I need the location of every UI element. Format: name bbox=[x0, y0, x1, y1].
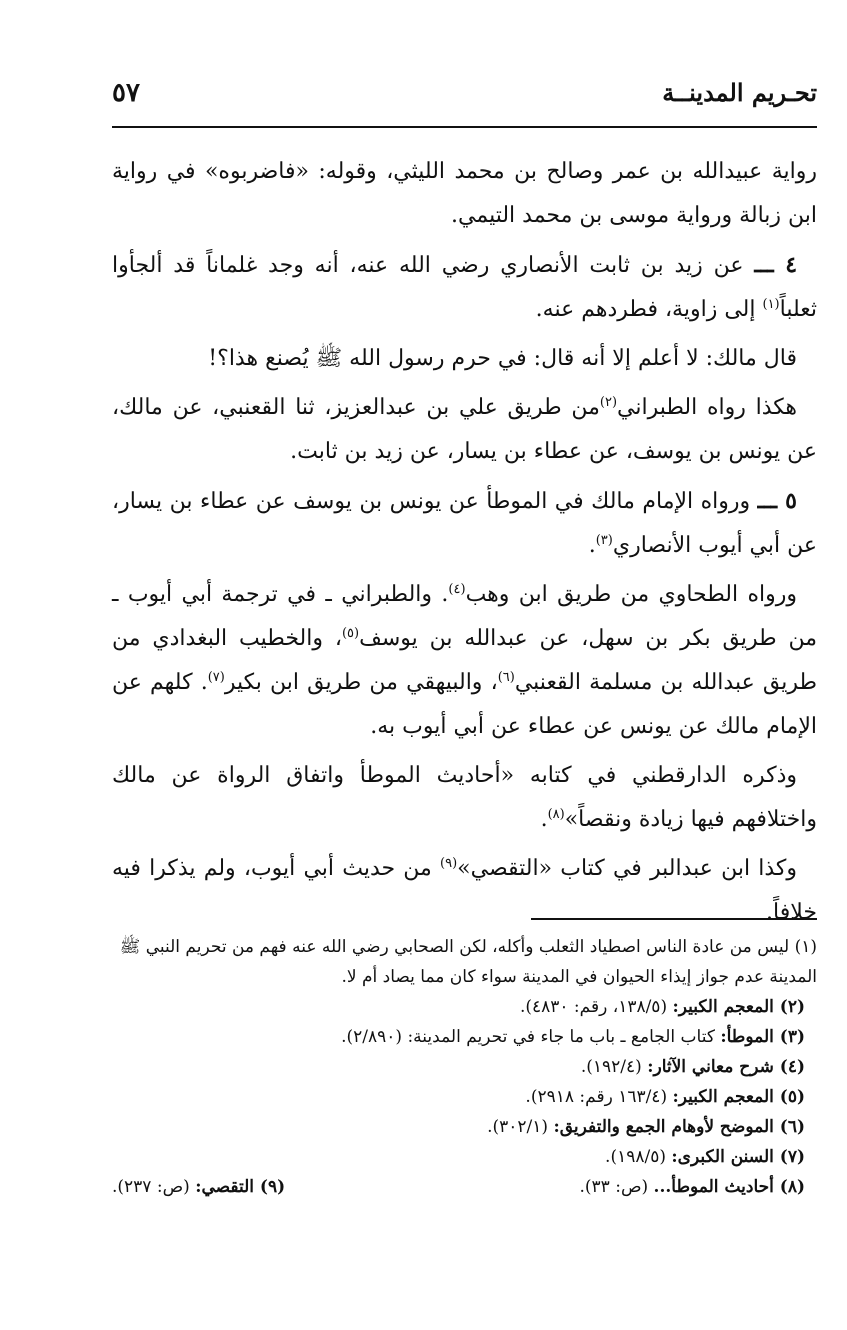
paragraph-2: ٤ ـــ عن زيد بن ثابت الأنصاري رضي الله عنه، أنه وجد غلماناً قد ألجأوا ثعلباً$^{(١)}$ إلى زاوية، فطردهم عنه. bbox=[112, 252, 817, 322]
footnote-ref: (١) bbox=[762, 297, 780, 312]
paragraph-6: ورواه الطحاوي من طريق ابن وهب$^{(٤)}$. والطبراني ـ في ترجمة أبي أيوب ـ من طريق بكر بن سهل، عن عبدالله بن يوسف$^{(٥)}$، والخطيب البغدادي من طريق عبدالله بن مسلمة القعنبي$^{(٦)}$، والبيهقي من طريق ابن بكير$^{(٧)}$. كلهم عن الإمام مالك عن يونس عن عطاء عن أبي أيوب به. bbox=[112, 582, 817, 739]
footnote-ref: (٩) bbox=[440, 856, 458, 871]
footnote-8: (٨) أحاديث الموطأ... (ص: ٣٣). bbox=[579, 1177, 805, 1197]
footnote-9: (٩) التقصي: (ص: ٢٣٧). bbox=[112, 1177, 286, 1197]
footnotes bbox=[112, 932, 817, 1202]
paragraph-8: وكذا ابن عبدالبر في كتاب «التقصي»$^{(٩)}$ من حديث أبي أيوب، ولم يذكرا فيه خلافاً. bbox=[112, 856, 817, 925]
footnote-6: (٦) الموضح لأوهام الجمع والتفريق: (٣٠٢/١). bbox=[487, 1117, 805, 1137]
page-header bbox=[112, 78, 817, 128]
footnote-5: (٥) المعجم الكبير: (١٦٣/٤ رقم: ٢٩١٨). bbox=[525, 1087, 805, 1107]
footnote-7: (٧) السنن الكبرى: (١٩٨/٥). bbox=[605, 1147, 805, 1167]
footnote-divider bbox=[531, 918, 817, 920]
footnote-ref: (٢) bbox=[599, 395, 618, 410]
footnote-ref: (٦) bbox=[497, 670, 515, 685]
footnote-2: (٢) المعجم الكبير: (١٣٨/٥، رقم: ٤٨٣٠). bbox=[519, 997, 805, 1017]
footnote-row-8-9 bbox=[112, 1172, 817, 1202]
footnote-4: (٤) شرح معاني الآثار: (١٩٢/٤). bbox=[580, 1057, 805, 1077]
running-title: تحـريم المدينــة bbox=[662, 78, 817, 107]
paragraph-5: ٥ ـــ ورواه الإمام مالك في الموطأ عن يونس بن يوسف عن عطاء بن يسار، عن أبي أيوب الأنصاري$^{(٣)}$. bbox=[112, 488, 817, 558]
footnote-ref: (٨) bbox=[547, 807, 565, 822]
page-number: ٥٧ bbox=[112, 78, 140, 108]
footnote-3: (٣) الموطأ: كتاب الجامع ـ باب ما جاء في تحريم المدينة: (٢/٨٩٠). bbox=[341, 1027, 805, 1047]
hadith-number: ٥ ـــ bbox=[757, 488, 797, 514]
footnote-ref: (٥) bbox=[341, 626, 360, 641]
paragraph-3: قال مالك: لا أعلم إلا أنه قال: في حرم رسول الله ﷺ يُصنع هذا؟! bbox=[208, 346, 797, 371]
paragraph-7: وذكره الدارقطني في كتابه «أحاديث الموطأ واتفاق الرواة عن مالك واختلافهم فيها زيادة ونقصاً»$^{(٨)}$. bbox=[112, 763, 817, 832]
hadith-number: ٤ ـــ bbox=[754, 252, 798, 278]
footnote-1: (١) ليس من عادة الناس اصطياد الثعلب وأكله، لكن الصحابي رضي الله عنه فهم من تحريم النبي ﷺ المدينة عدم جواز إيذاء الحيوان في المدينة سواء كان مما يصاد أم لا. bbox=[119, 937, 817, 987]
paragraph-1: رواية عبيدالله بن عمر وصالح بن محمد الليثي، وقوله: «فاضربوه» في رواية ابن زبالة ورواية موسى بن محمد التيمي. bbox=[112, 159, 817, 228]
footnote-ref: (٧) bbox=[207, 670, 225, 685]
footnote-ref: (٤) bbox=[448, 582, 466, 597]
main-text bbox=[112, 150, 817, 940]
paragraph-4: هكذا رواه الطبراني$^{(٢)}$من طريق علي بن عبدالعزيز، ثنا القعنبي، عن مالك، عن يونس بن يوسف، عن عطاء بن يسار، عن زيد بن ثابت. bbox=[112, 395, 817, 464]
footnote-ref: (٣) bbox=[595, 533, 613, 548]
